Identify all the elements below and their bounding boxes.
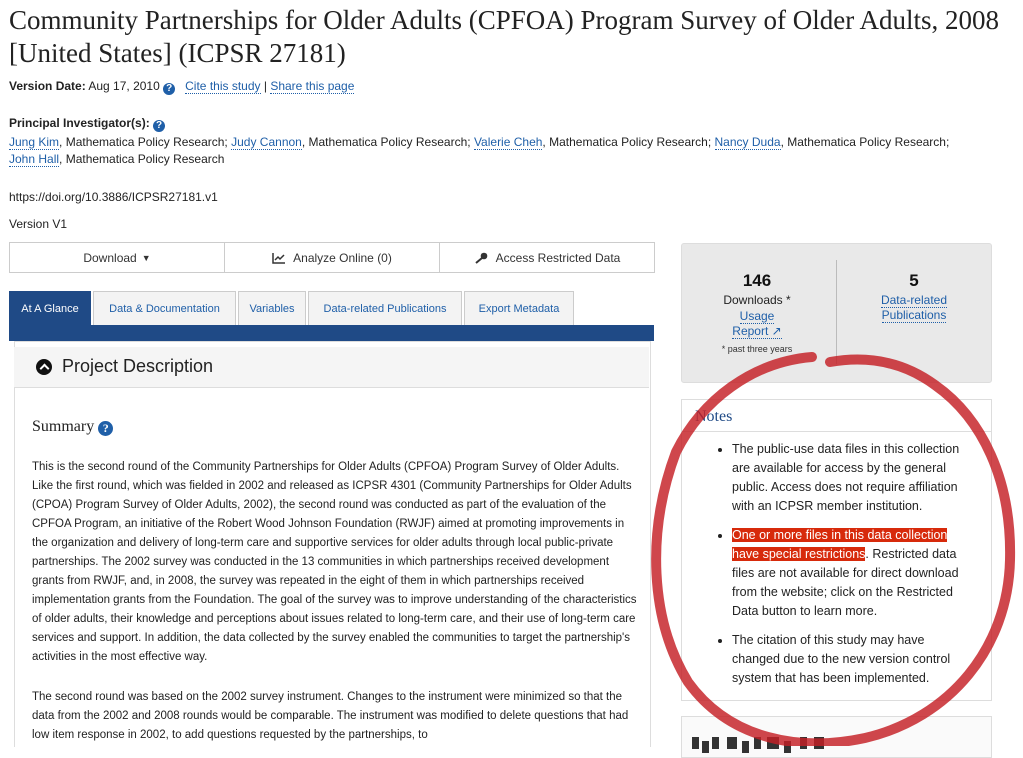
investigator-list: Jung Kim, Mathematica Policy Research; Judy Cannon, Mathematica Policy Research; Valerie Cheh, Mathematica Policy Research; Nancy Duda, Mathematica Policy Research; John Hall, Mathematica Policy Research — [9, 135, 950, 166]
version-number: Version V1 — [9, 217, 68, 231]
summary-paragraph: The second round was based on the 2002 survey instrument. Changes to the instrument were minimized so that the data from the 2002 and 2008 rounds would be comparable. The instrument was modified to delete questions that had low item response in 2002, to add questions requested by the partnerships, to — [32, 691, 629, 741]
publications-link[interactable]: Data-related — [880, 293, 948, 307]
version-date-label: Version Date: — [9, 79, 86, 93]
downloads-footnote: * past three years — [721, 344, 793, 354]
publications-stat — [839, 271, 989, 322]
help-icon[interactable]: ? — [98, 421, 113, 436]
note-item: • One or more files in this data collection have special restrictions. Restricted data files are not available for direct download from the website; click on the Restricted Data button to learn more. — [732, 526, 972, 621]
investigator-link[interactable]: Jung Kim — [9, 135, 60, 149]
stats-box — [681, 243, 992, 383]
version-date: Aug 17, 2010 — [88, 79, 160, 93]
help-icon[interactable]: ? — [153, 120, 165, 132]
investigator-link[interactable]: Nancy Duda — [714, 135, 781, 149]
version-date-line — [9, 79, 354, 95]
notes-heading: Notes — [695, 408, 733, 425]
notes-divider — [682, 431, 991, 432]
tab-at-a-glance[interactable]: At A Glance — [9, 291, 91, 325]
summary-heading: Summary ? — [32, 418, 113, 436]
download-button[interactable]: Download ▼ — [10, 243, 225, 272]
usage-report-link[interactable]: Usage — [739, 309, 775, 323]
tab-data-related-publications[interactable]: Data-related Publications — [308, 291, 462, 325]
downloads-label: Downloads * — [723, 293, 791, 307]
usage-report-link[interactable]: Report ↗ — [732, 324, 782, 338]
pi-heading: Principal Investigator(s): ? — [9, 116, 165, 132]
tab-export-metadata[interactable]: Export Metadata — [464, 291, 574, 325]
publications-count: 5 — [909, 271, 919, 290]
investigator-link[interactable]: Valerie Cheh — [473, 135, 543, 149]
downloads-count: 146 — [742, 271, 772, 290]
share-page-link[interactable]: Share this page — [270, 79, 355, 93]
logo-box — [681, 716, 992, 758]
investigator-link[interactable]: John Hall — [9, 152, 60, 166]
chart-line-icon — [272, 252, 286, 264]
notes-list — [682, 440, 972, 698]
analyze-online-button[interactable]: Analyze Online (0) — [225, 243, 440, 272]
note-item: • The public-use data files in this collection are available for access by the general public. Access does not require affiliation with an ICPSR member institution. — [732, 440, 972, 516]
publications-link[interactable]: Publications — [881, 308, 947, 322]
link-separator: | — [263, 79, 267, 93]
tab-data-documentation[interactable]: Data & Documentation — [93, 291, 236, 325]
cite-study-link[interactable]: Cite this study — [185, 79, 261, 93]
tab-variables[interactable]: Variables — [238, 291, 306, 325]
tab-rule — [9, 325, 654, 341]
doi-url: https://doi.org/10.3886/ICPSR27181.v1 — [9, 190, 218, 204]
chevron-up-icon — [36, 359, 52, 375]
notes-box — [681, 399, 992, 701]
panel-title: Project Description — [62, 356, 214, 376]
access-restricted-button[interactable]: Access Restricted Data — [440, 243, 654, 272]
restriction-highlight[interactable]: One or more files in this data collection have special restrictions — [732, 528, 948, 561]
caret-down-icon: ▼ — [141, 252, 151, 263]
study-title: Community Partnerships for Older Adults (CPFOA) Program Survey of Older Adults, 2008 [United States] (ICPSR 27181) — [9, 5, 999, 68]
investigator-link[interactable]: Judy Cannon — [231, 135, 302, 149]
stats-divider — [836, 260, 837, 364]
action-bar — [9, 242, 655, 273]
summary-paragraph: This is the second round of the Community Partnerships for Older Adults (CPFOA) Program Survey of Older Adults. Like the first round, which was fielded in 2002 and released as ICPSR 4301 (Community Partnerships for Older Adults (CPOA) Program Survey of Older Adults, 2002), the second round was conducted as part of the evaluation of the CPFOA Program, an initiative of the Robert Wood Johnson Foundation (RWJF) aimed at promoting improvements in the organization and delivery of long-term care and supportive services for older adults through local public-private partnerships. The 2002 survey was conducted in the 13 communities in which partnerships received development grants from RWJF, and, in 2008, the survey was repeated in the eight of them in which partnerships received implementation grants from the Foundation. The goal of the survey was to improve understanding of the characteristics of older adults, their knowledge and perceptions about issues related to long-term care, and their use of long-term care services and support. In addition, the data collected by the survey enabled the communities to target the partnership's activities in the most effective way. — [32, 461, 637, 663]
downloads-stat — [682, 271, 832, 354]
tab-bar — [9, 291, 654, 325]
key-icon — [474, 252, 488, 264]
help-icon[interactable]: ? — [163, 83, 175, 95]
panel-header[interactable] — [14, 347, 649, 388]
note-item: • The citation of this study may have changed due to the new version control system that has been implemented. — [732, 631, 972, 688]
